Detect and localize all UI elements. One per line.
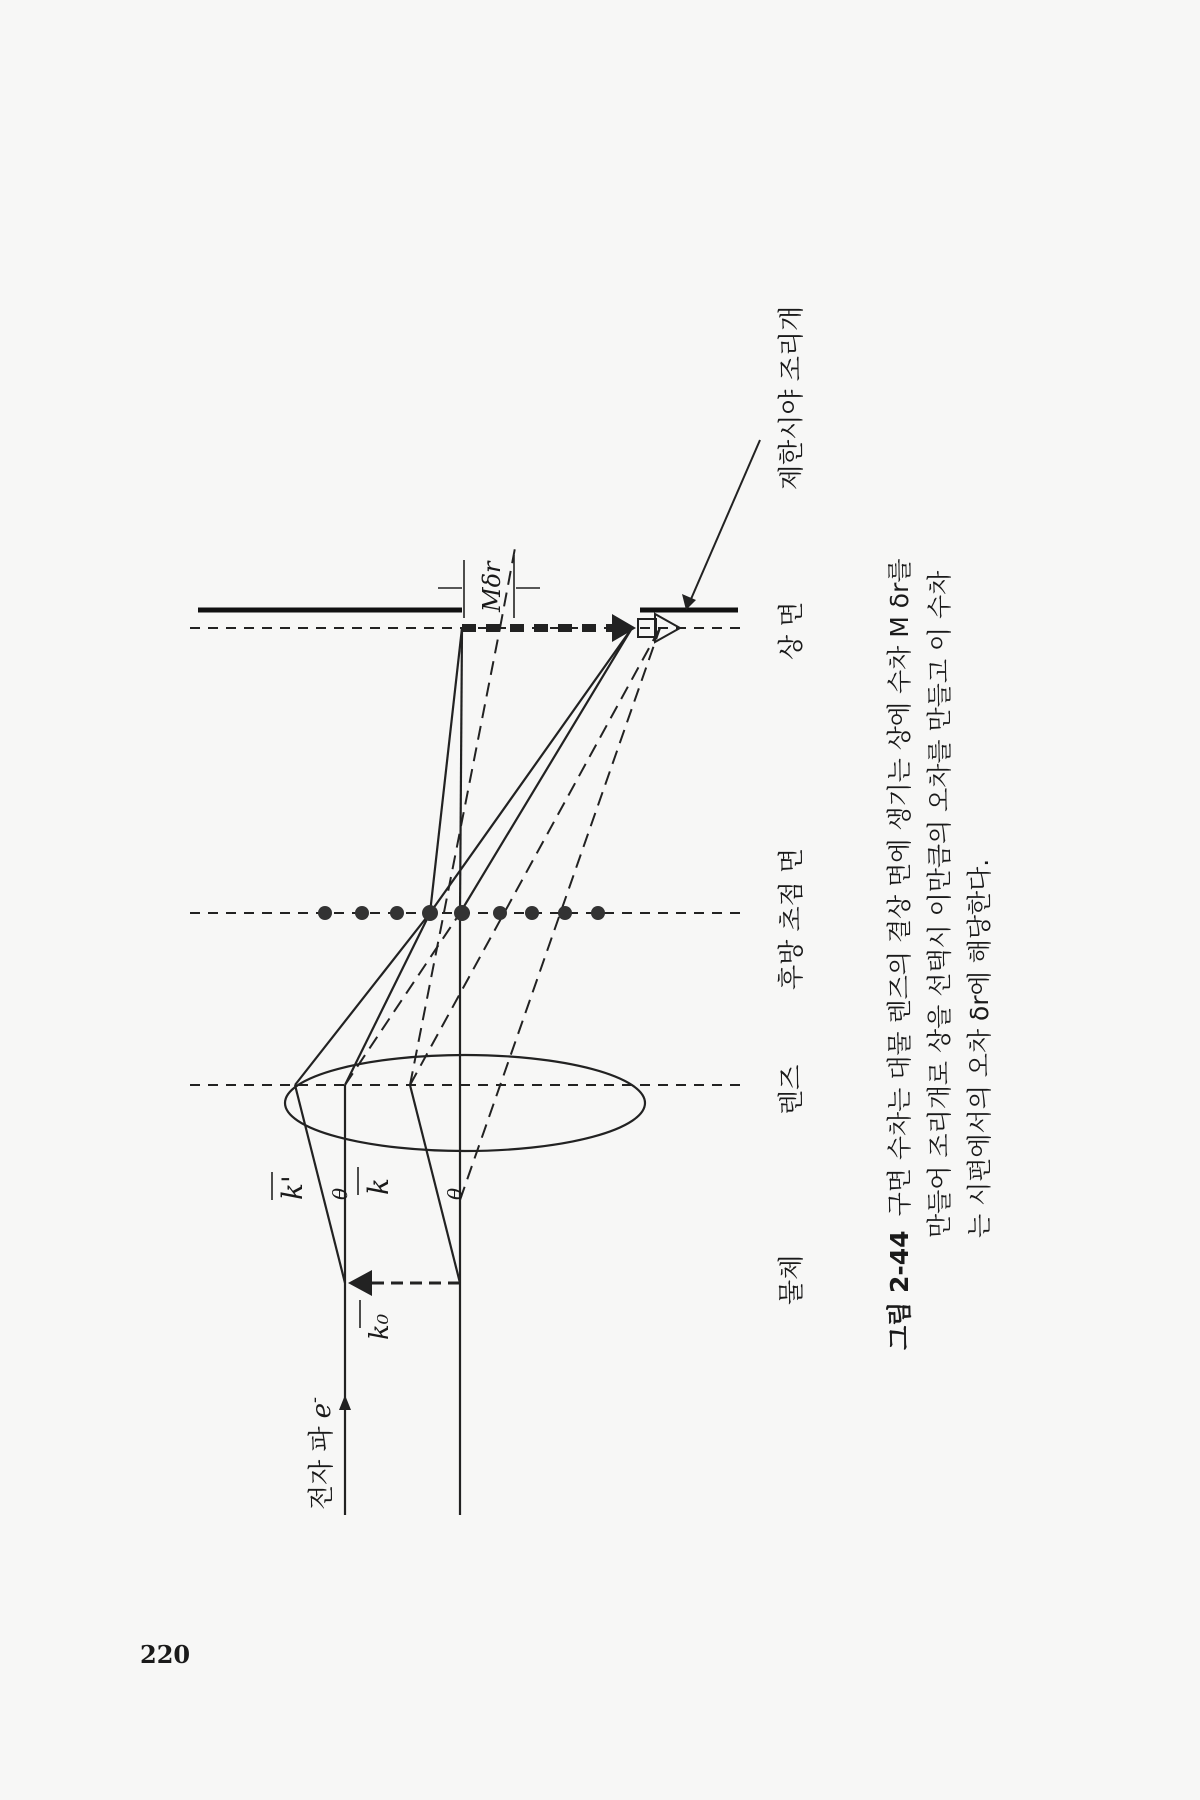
caption-line-2: 만들어 조리개로 상을 선택시 이만큼의 오차를 만들고 이 수차	[925, 570, 954, 1238]
k0-label: k₀	[365, 1313, 395, 1340]
back-focal-plane-label: 후방 초점 면	[777, 847, 807, 990]
focal-dot	[558, 906, 572, 920]
caption-line-1	[880, 430, 920, 1350]
electron-wave-label: 전자 파e-	[304, 1396, 337, 1510]
focal-dot	[355, 906, 369, 920]
lens-ellipse	[285, 1055, 645, 1151]
caption-label: 그림 2-44	[885, 1230, 914, 1350]
object-arrow-head	[348, 1270, 372, 1296]
focus-ray-to-axis	[430, 628, 462, 913]
page-number: 220	[140, 1640, 191, 1669]
focal-dot	[525, 906, 539, 920]
figure-caption	[880, 430, 1000, 1350]
focal-dot	[591, 906, 605, 920]
k-prime-label: k'	[276, 1175, 309, 1200]
focal-dot	[493, 906, 507, 920]
aperture-label: 제한시야 조리개	[777, 305, 807, 490]
m-delta-r-label: Mδr	[478, 561, 506, 612]
electron-wave-arrow	[339, 1395, 351, 1410]
object-label: 물체	[777, 1254, 807, 1305]
theta-label-2: θ	[443, 1187, 467, 1200]
focal-dot	[454, 905, 470, 921]
dashed-ray-1	[410, 628, 660, 1085]
focal-dot	[318, 906, 332, 920]
caption-line-3: 는 시편에서의 오차 δr에 해당한다.	[965, 858, 994, 1238]
k-ray-shifted	[410, 1085, 460, 1283]
focal-dot	[422, 905, 438, 921]
theta-label-1: θ	[328, 1187, 352, 1200]
k-label: k	[362, 1178, 395, 1195]
caption-text-1: 구면 수차는 대물 렌즈의 결상 면에 생기는 상에 수차 M δr를	[885, 558, 914, 1217]
aperture-pointer	[688, 440, 760, 606]
focal-dot	[390, 906, 404, 920]
image-ray-2	[460, 628, 632, 913]
image-plane-label: 상 면	[777, 601, 807, 660]
lens-label: 렌즈	[777, 1064, 807, 1115]
